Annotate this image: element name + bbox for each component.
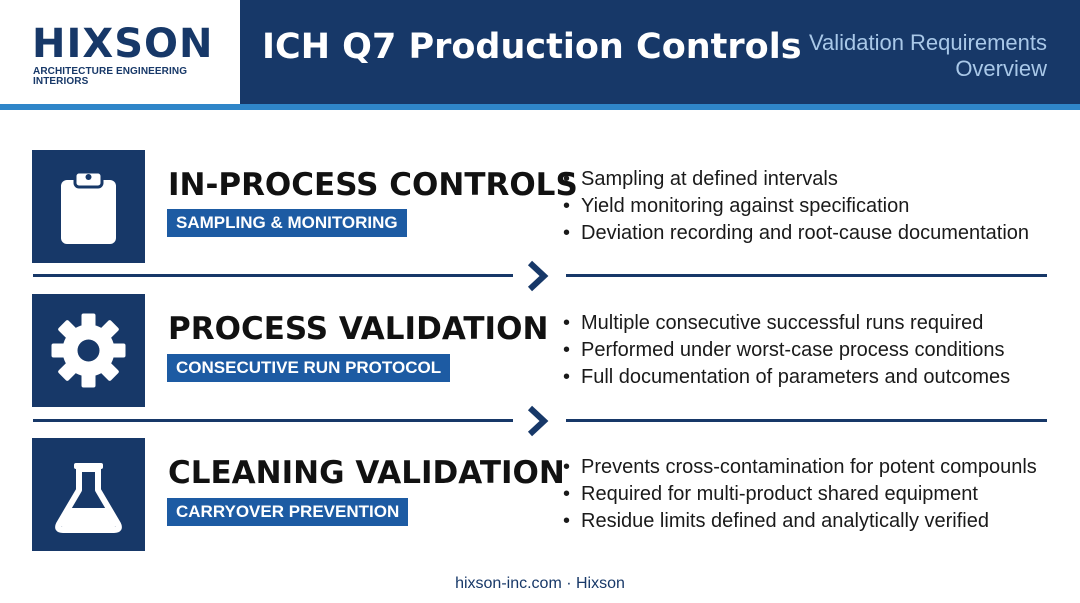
section-title: PROCESS VALIDATION — [168, 311, 549, 347]
subtitle-line-2: Overview — [955, 56, 1047, 81]
footer-text: hixson-inc.com · Hixson — [455, 575, 625, 592]
list-item: • Yield monitoring against specification — [563, 193, 1029, 220]
page-title: ICH Q7 Production Controls — [262, 27, 802, 67]
logo-tagline: ARCHITECTURE ENGINEERING INTERIORS — [33, 66, 188, 87]
logo — [0, 0, 240, 104]
section-tag: CARRYOVER PREVENTION — [167, 498, 408, 526]
bullet-list — [563, 454, 1037, 535]
chevron-right-icon — [524, 405, 554, 437]
section-tag: CONSECUTIVE RUN PROTOCOL — [167, 354, 450, 382]
section-tag: SAMPLING & MONITORING — [167, 209, 407, 237]
section-icon-box — [32, 150, 145, 263]
clipboard-icon — [32, 150, 145, 263]
section-title: IN-PROCESS CONTROLS — [168, 167, 578, 203]
section-icon-box — [32, 438, 145, 551]
divider-line — [33, 419, 513, 422]
list-item: • Deviation recording and root-cause documentation — [563, 220, 1029, 247]
divider-line — [33, 274, 513, 277]
list-item: • Multiple consecutive successful runs required — [563, 310, 1010, 337]
section-icon-box — [32, 294, 145, 407]
list-item: • Sampling at defined intervals — [563, 166, 1029, 193]
list-item: • Residue limits defined and analytically verified — [563, 508, 1037, 535]
chevron-right-icon — [524, 260, 554, 292]
list-item: • Full documentation of parameters and outcomes — [563, 364, 1010, 391]
list-item: • Prevents cross-contamination for potent compounls — [563, 454, 1037, 481]
list-item: • Required for multi-product shared equipment — [563, 481, 1037, 508]
subtitle-line-1: Validation Requirements — [808, 30, 1047, 55]
page-subtitle — [809, 30, 1047, 82]
list-item: • Performed under worst-case process conditions — [563, 337, 1010, 364]
header-accent-stripe — [0, 104, 1080, 110]
section-title: CLEANING VALIDATION — [168, 455, 565, 491]
divider-line — [566, 419, 1047, 422]
gear-icon — [32, 294, 145, 407]
bullet-list — [563, 166, 1029, 247]
divider-line — [566, 274, 1047, 277]
bullet-list — [563, 310, 1010, 391]
logo-wordmark: HIXSON — [32, 21, 214, 67]
flask-icon — [32, 438, 145, 551]
